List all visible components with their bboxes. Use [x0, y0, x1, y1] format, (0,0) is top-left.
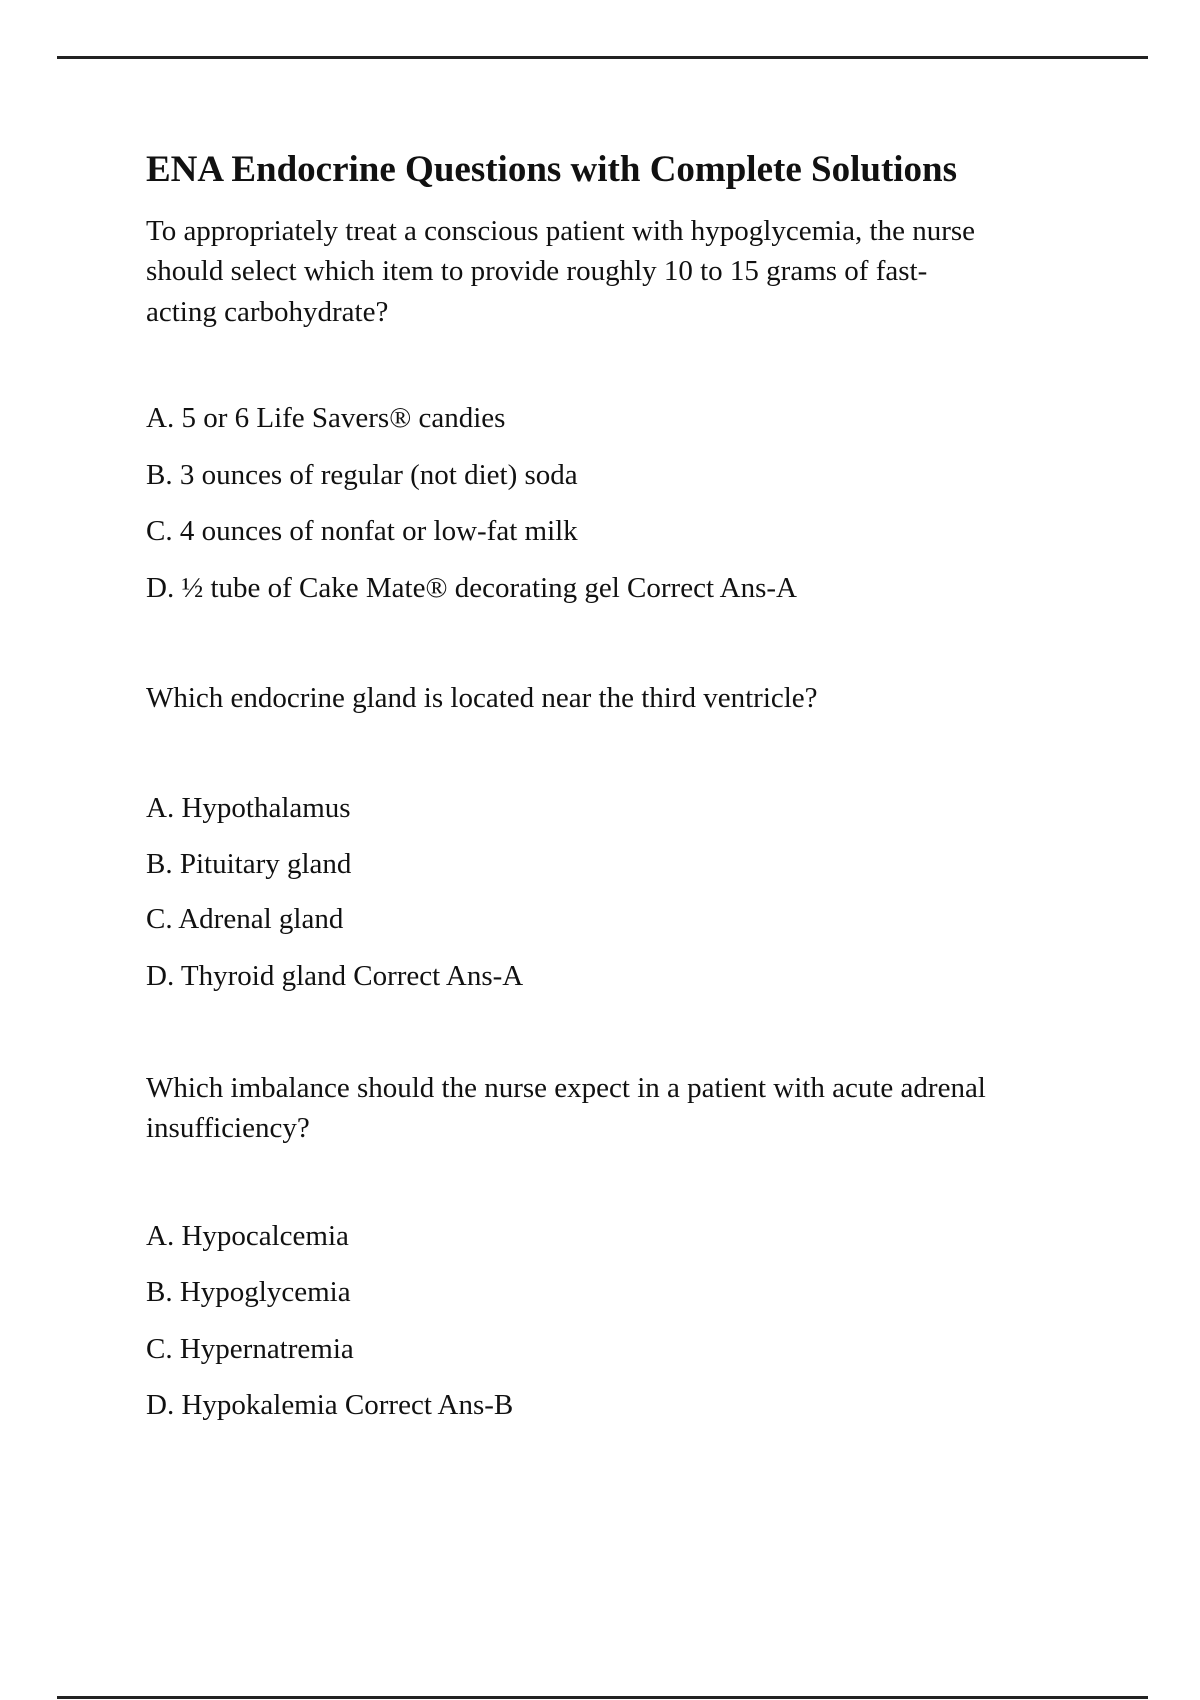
question-1-option-a: A. 5 or 6 Life Savers® candies: [146, 402, 506, 434]
question-3-option-b: B. Hypoglycemia: [146, 1276, 351, 1308]
page-title: ENA Endocrine Questions with Complete Solutions: [146, 149, 958, 190]
question-1-line-3: acting carbohydrate?: [146, 296, 389, 328]
question-2-option-d: D. Thyroid gland Correct Ans-A: [146, 960, 524, 992]
question-2-option-c: C. Adrenal gland: [146, 903, 344, 935]
question-1-option-d: D. ½ tube of Cake Mate® decorating gel Correct Ans-A: [146, 572, 797, 604]
question-2-option-a: A. Hypothalamus: [146, 792, 351, 824]
question-1-option-b: B. 3 ounces of regular (not diet) soda: [146, 459, 578, 491]
header-rule: [57, 56, 1148, 59]
question-1-line-1: To appropriately treat a conscious patient with hypoglycemia, the nurse: [146, 215, 976, 247]
question-1-option-c: C. 4 ounces of nonfat or low-fat milk: [146, 515, 578, 547]
question-3-line-2: insufficiency?: [146, 1112, 310, 1144]
question-1-line-2: should select which item to provide roughly 10 to 15 grams of fast-: [146, 255, 928, 287]
question-3-option-d: D. Hypokalemia Correct Ans-B: [146, 1389, 514, 1421]
footer-rule: [57, 1696, 1148, 1699]
question-3-option-c: C. Hypernatremia: [146, 1333, 354, 1365]
question-2-option-b: B. Pituitary gland: [146, 848, 352, 880]
question-3-option-a: A. Hypocalcemia: [146, 1220, 349, 1252]
question-3-line-1: Which imbalance should the nurse expect in a patient with acute adrenal: [146, 1072, 986, 1104]
question-2-line-1: Which endocrine gland is located near the third ventricle?: [146, 682, 818, 714]
